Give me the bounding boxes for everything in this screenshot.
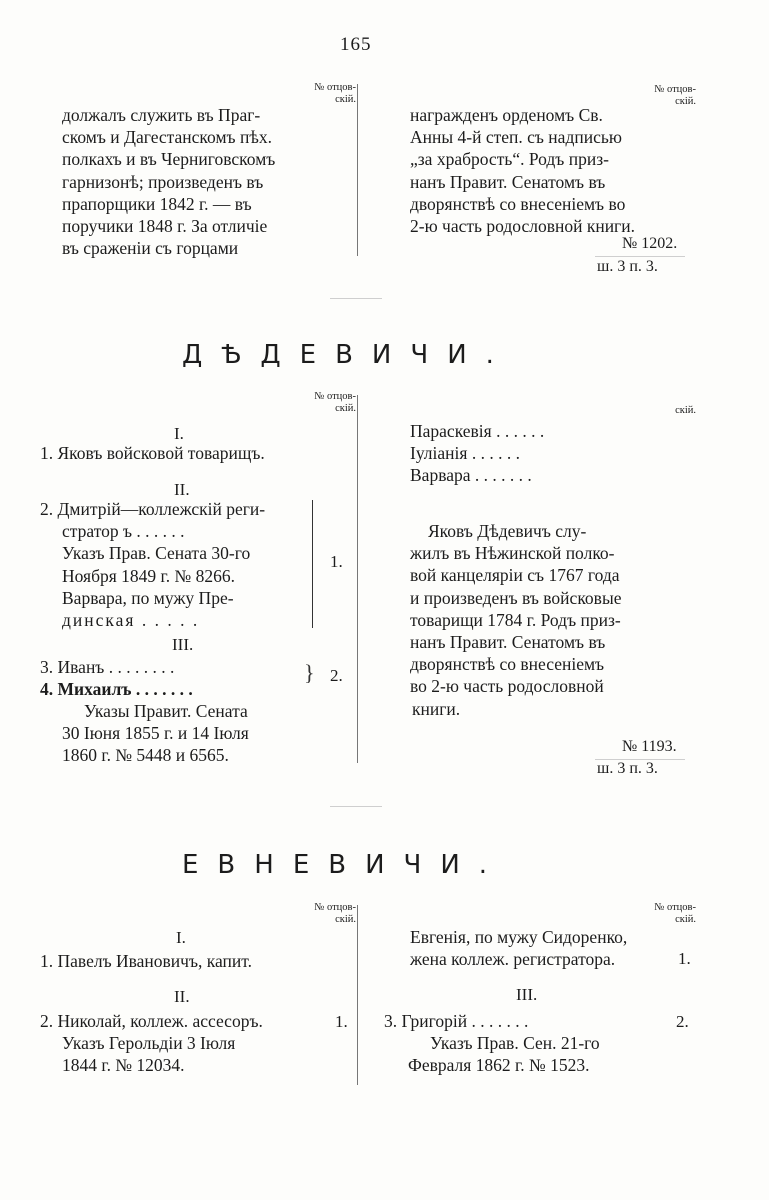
- text-line: вой канцеляріи съ 1767 года: [410, 565, 620, 586]
- person-entry: 1. Яковъ войсковой товарищъ.: [40, 443, 265, 463]
- text-line: жена коллеж. регистратора.: [410, 949, 616, 970]
- text-line: Анны 4-й степ. съ надписью: [410, 127, 622, 148]
- page-number: 165: [340, 34, 372, 55]
- section3-right-text: [410, 926, 627, 970]
- otcovsky-column-label-right: [636, 902, 696, 926]
- text-line: 4. Михаилъ . . . . . . .: [40, 679, 193, 700]
- text-line: нанъ Правит. Сенатомъ въ: [410, 171, 606, 192]
- section1-left-text: [62, 104, 275, 259]
- text-line: во 2-ю часть родословной: [410, 676, 604, 697]
- text-line: 1844 г. № 12034.: [62, 1055, 185, 1076]
- bracket-line: [312, 500, 313, 628]
- generation-numeral: III.: [172, 635, 194, 654]
- otc-label-bottom: скій.: [675, 914, 696, 925]
- section-separator: [330, 298, 382, 299]
- text-line: Указъ Прав. Сен. 21-го: [430, 1033, 600, 1054]
- person-entry-group: [384, 1010, 600, 1077]
- otc-label-bottom: скій.: [335, 403, 356, 414]
- section-separator: [330, 806, 382, 807]
- text-line: нанъ Правит. Сенатомъ въ: [410, 632, 606, 653]
- person-entry-group: [40, 1010, 263, 1077]
- text-line: Іуліанія . . . . . .: [410, 443, 520, 464]
- otc-label-top: № отцов-: [654, 902, 696, 913]
- text-line: книги.: [412, 698, 461, 719]
- text-line: поручики 1848 г. За отличіе: [62, 216, 268, 237]
- section2-right-names: [410, 420, 544, 487]
- otcovsky-column-label: [296, 391, 356, 415]
- text-line: дворянствѣ со внесеніемъ: [410, 654, 605, 675]
- otc-label-top: № отцов-: [314, 82, 356, 93]
- text-line: 2-ю часть родословной книги.: [410, 216, 635, 237]
- reference-number: № 1193.: [622, 738, 677, 755]
- text-line: въ сраженіи съ горцами: [62, 238, 239, 259]
- otc-label-bottom: скій.: [335, 914, 356, 925]
- otc-label-bottom: скій.: [335, 94, 356, 105]
- text-line: 3. Григорій . . . . . . .: [384, 1011, 529, 1031]
- text-line: награжденъ орденомъ Св.: [410, 105, 603, 125]
- reference-rule: [595, 256, 685, 257]
- text-line: 2. Николай, коллеж. ассесоръ.: [40, 1011, 263, 1031]
- text-line: дворянствѣ со внесеніемъ во: [410, 193, 626, 214]
- text-line: Варвара . . . . . . .: [410, 465, 532, 486]
- text-line: Ноября 1849 г. № 8266.: [62, 565, 235, 586]
- text-line: 3. Иванъ . . . . . . . .: [40, 657, 175, 677]
- parent-number: 2.: [676, 1012, 689, 1031]
- text-line: Евгенія, по мужу Сидоренко,: [410, 927, 628, 947]
- text-line: „за храбрость“. Родъ приз-: [410, 149, 609, 170]
- person-entry: 1. Павелъ Ивановичъ, капит.: [40, 951, 252, 971]
- section2-right-paragraph: [410, 520, 621, 720]
- text-line: скомъ и Дагестанскомъ пѣх.: [62, 127, 272, 148]
- reference-shelf: ш. 3 п. 3.: [597, 760, 658, 777]
- text-line: стратор ъ . . . . . .: [62, 521, 185, 542]
- generation-numeral: II.: [174, 480, 190, 499]
- generation-numeral: II.: [174, 987, 190, 1006]
- section1-right-text: [410, 104, 635, 237]
- person-entry-group: [40, 498, 265, 631]
- text-line: должалъ служить въ Праг-: [62, 105, 261, 125]
- otcovsky-column-label-right: [636, 405, 696, 417]
- parent-number: 1.: [335, 1012, 348, 1031]
- text-line: товарищи 1784 г. Родъ приз-: [410, 609, 621, 630]
- text-line: прапорщики 1842 г. — въ: [62, 193, 252, 214]
- text-line: Указъ Герольдіи 3 Іюля: [62, 1033, 236, 1054]
- column-divider: [357, 905, 358, 1085]
- text-line: Февраля 1862 г. № 1523.: [408, 1055, 590, 1076]
- otc-label-bottom: скій.: [675, 96, 696, 107]
- family-title-evnevichi: ЕВНЕВИЧИ.: [182, 850, 507, 880]
- otcovsky-column-label-right: [636, 84, 696, 108]
- generation-numeral: I.: [174, 424, 184, 443]
- text-line: жилъ въ Нѣжинской полко-: [410, 543, 615, 564]
- generation-numeral: III.: [516, 985, 538, 1004]
- column-divider: [357, 395, 358, 763]
- family-title-dedevichi: ДѢДЕВИЧИ.: [182, 340, 513, 370]
- text-line: Указы Правит. Сената: [84, 701, 248, 721]
- text-line: Варвара, по мужу Пре-: [62, 587, 234, 608]
- person-entry-group: [40, 656, 193, 700]
- text-line: 2. Дмитрій—коллежскій реги-: [40, 499, 266, 519]
- reference-shelf: ш. 3 п. 3.: [597, 258, 658, 275]
- text-line: Параскевія . . . . . .: [410, 421, 545, 441]
- text-line: полкахъ и въ Черниговскомъ: [62, 149, 276, 170]
- otc-label-top: № отцов-: [654, 84, 696, 95]
- decree-text: [62, 700, 249, 767]
- text-line: и произведенъ въ войсковые: [410, 587, 622, 608]
- otc-label-top: № отцов-: [314, 902, 356, 913]
- text-line: Яковъ Дѣдевичъ слу-: [428, 521, 587, 541]
- parent-number: 2.: [330, 666, 343, 685]
- otc-label-top: № отцов-: [314, 391, 356, 402]
- otcovsky-column-label: [296, 82, 356, 106]
- parent-number: 1.: [678, 949, 691, 968]
- text-line: 30 Іюня 1855 г. и 14 Іюля: [62, 723, 249, 744]
- text-line: гарнизонѣ; произведенъ въ: [62, 171, 264, 192]
- otcovsky-column-label: [296, 902, 356, 926]
- text-line: Указъ Прав. Сената 30-го: [62, 543, 251, 564]
- text-line: динская . . . . .: [62, 610, 200, 631]
- generation-numeral: I.: [176, 928, 186, 947]
- otc-label-bottom: скій.: [675, 405, 696, 416]
- text-line: 1860 г. № 5448 и 6565.: [62, 745, 229, 766]
- parent-number: 1.: [330, 552, 343, 571]
- brace-icon: }: [304, 660, 315, 685]
- column-divider: [357, 84, 358, 256]
- reference-number: № 1202.: [622, 235, 678, 252]
